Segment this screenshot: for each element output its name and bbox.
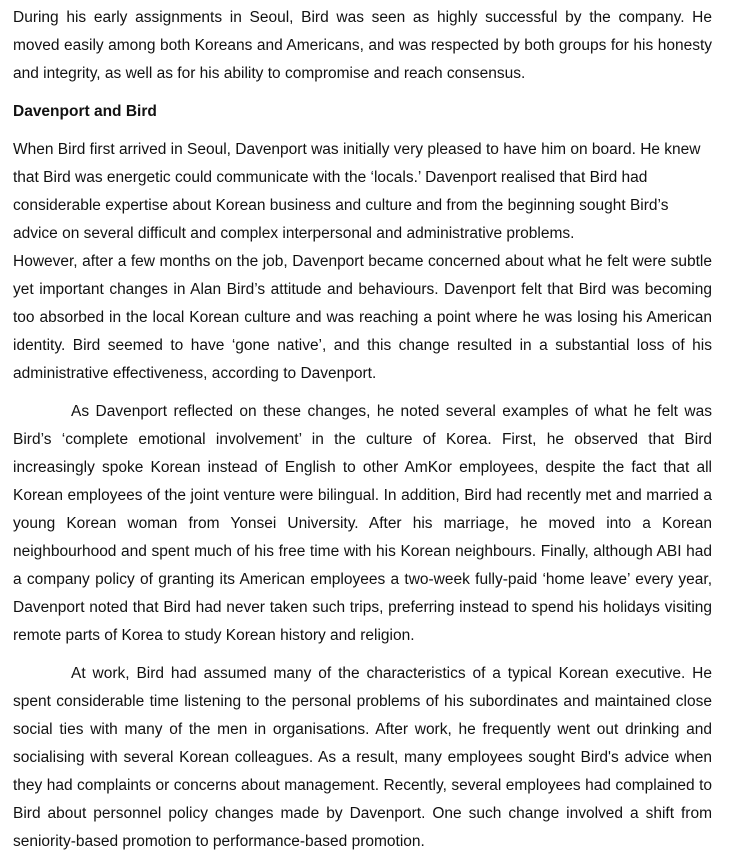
- paragraph-at-work: At work, Bird had assumed many of the characteristics of a typical Korean executive. He spent considerable time listening to the personal problems of his subordinates and maintained close social ties with many of the men in organisations. After work, he frequently went out drinking and socialising with several Korean colleagues. As a result, many employees sought Bird's advice when they had complaints or concerns about management. Recently, several employees had complained to Bird about personnel policy changes made by Davenport. One such change involved a shift from seniority-based promotion to performance-based promotion.: [13, 665, 712, 850]
- intro-paragraph: During his early assignments in Seoul, Bird was seen as highly successful by the company. He moved easily among both Koreans and Americans, and was respected by both groups for his honesty and integrity, as well as for his ability to compromise and reach consensus.: [13, 9, 712, 82]
- paragraph-concern: However, after a few months on the job, Davenport became concerned about what he felt were subtle yet important changes in Alan Bird’s attitude and behaviours. Davenport felt that Bird was becoming too absorbed in the local Korean culture and was reaching a point where he was losing his American identity. Bird seemed to have ‘gone native’, and this change resulted in a substantial loss of his administrative effectiveness, according to Davenport.: [13, 253, 712, 382]
- paragraph-examples: As Davenport reflected on these changes, he noted several examples of what he felt was Bird’s ‘complete emotional involvement’ in the culture of Korea. First, he observed that Bird increasingly spoke Korean instead of English to other AmKor employees, despite the fact that all Korean employees of the joint venture were bilingual. In addition, Bird had recently met and married a young Korean woman from Yonsei University. After his marriage, he moved into a Korean neighbourhood and spent much of his free time with his Korean neighbours. Finally, although ABI had a company policy of granting its American employees a two-week fully-paid ‘home leave’ every year, Davenport noted that Bird had never taken such trips, preferring instead to spend his holidays visiting remote parts of Korea to study Korean history and religion.: [13, 403, 712, 644]
- paragraph-arrival: When Bird first arrived in Seoul, Davenport was initially very pleased to have him on board. He knew that Bird was energetic could communicate with the ‘locals.’ Davenport realised that Bird had considerable expertise about Korean business and culture and from the beginning sought Bird’s advice on several difficult and complex interpersonal and administrative problems.: [13, 141, 701, 242]
- section-heading: Davenport and Bird: [13, 103, 157, 120]
